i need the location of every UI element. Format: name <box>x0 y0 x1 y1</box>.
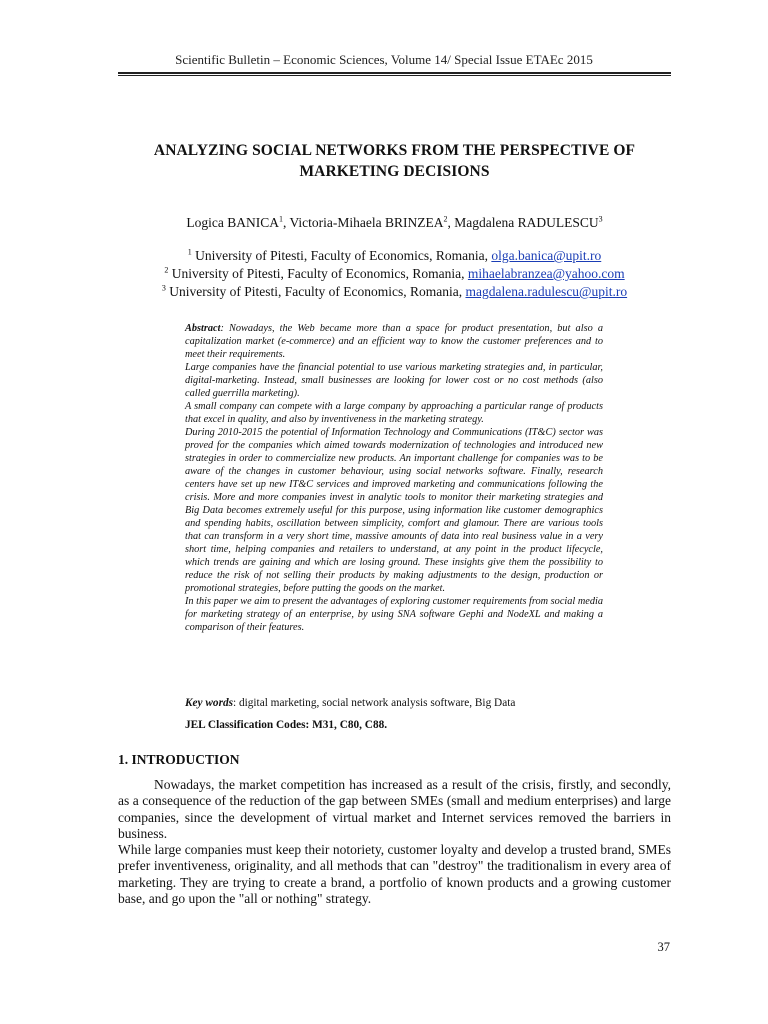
paper-title <box>118 140 671 182</box>
affiliation-mark: 3 <box>161 283 166 293</box>
running-head: Scientific Bulletin – Economic Sciences, Volume 14/ Special Issue ETAEc 2015 <box>175 52 593 67</box>
author-email-link[interactable]: magdalena.radulescu@upit.ro <box>465 284 628 299</box>
author-name: Magdalena RADULESCU <box>454 215 599 230</box>
affiliation <box>118 247 671 265</box>
paper-title-line-2: MARKETING DECISIONS <box>299 163 490 180</box>
page-number: 37 <box>657 940 670 954</box>
author-name: Logica BANICA <box>186 215 279 230</box>
author-affil-mark: 1 <box>278 214 283 224</box>
abstract-paragraph: In this paper we aim to present the advantages of exploring customer requirements from social media for marketing strategy of an enterprise, by using SNA software Gephi and NodeXL and making a comparison of their features. <box>185 596 604 633</box>
affiliation-text: University of Pitesti, Faculty of Economics, Romania, <box>169 284 466 299</box>
affiliation <box>118 265 671 283</box>
keywords <box>185 697 603 709</box>
affiliation-mark: 1 <box>187 247 192 257</box>
affiliation-text: University of Pitesti, Faculty of Economics, Romania, <box>171 266 468 281</box>
abstract-label: Abstract <box>185 323 221 334</box>
section-heading: 1. INTRODUCTION <box>118 752 240 767</box>
author-email-link[interactable]: olga.banica@upit.ro <box>491 248 602 263</box>
author-list: Logica BANICA$^1$, Victoria-Mihaela BRINZEA$^2$, Magdalena RADULESCU$^3$ <box>186 214 603 230</box>
affiliation-text: University of Pitesti, Faculty of Economics, Romania, <box>195 248 492 263</box>
abstract-paragraph: A small company can compete with a large company by approaching a particular range of products that excel in quality, and also by inventiveness in the marketing strategy. <box>185 401 603 425</box>
affiliation-mark: 2 <box>164 265 169 275</box>
paper-title-line-1: ANALYZING SOCIAL NETWORKS FROM THE PERSPECTIVE OF <box>153 142 636 159</box>
author-affil-mark: 2 <box>443 214 448 224</box>
author-email-link[interactable]: mihaelabranzea@yahoo.com <box>467 266 625 281</box>
header-rule <box>118 72 671 76</box>
keywords-label: Key words <box>185 697 234 709</box>
affiliation-list <box>118 247 671 301</box>
abstract-paragraph <box>185 322 603 361</box>
abstract <box>185 322 603 634</box>
abstract-paragraph: Large companies have the financial potential to use various marketing strategies and, in particular, digital-marketing. Instead, small businesses are looking for lower cost or no cost methods (also called guerrilla marketing). <box>185 362 603 399</box>
keywords-text: : digital marketing, social network analysis software, Big Data <box>233 697 516 709</box>
author-affil-mark: 3 <box>598 214 603 224</box>
section-body <box>118 777 671 907</box>
jel-codes: JEL Classification Codes: M31, C80, C88. <box>185 719 388 731</box>
abstract-text: : Nowadays, the Web became more than a space for product presentation, but also a capitalization market (e-commerce) and an efficient way to know the customer preferences and to meet their requirements. <box>185 323 603 360</box>
author-name: Victoria-Mihaela BRINZEA <box>289 215 444 230</box>
body-paragraph: Nowadays, the market competition has increased as a result of the crisis, firstly, and secondly, as a consequence of the reduction of the gap between SMEs (small and medium enterprises) and large companies, since the development of virtual market and Internet services removed the barriers in business. <box>118 777 671 841</box>
affiliation <box>118 283 671 301</box>
abstract-paragraph: During 2010-2015 the potential of Information Technology and Communications (IT&C) sector was proved for the companies which aimed towards modernization of technologies and introduced new strategies in order to commercialize new products. An important challenge for companies was to be aware of the changes in customer behaviour, using social networks software. Finally, research centers have set up new IT&C services and improved marketing and communications following the crisis. More and more companies invest in analytic tools to monitor their marketing strategies and Big Data becomes extremely useful for this purpose, using information like customer demographics and spending habits, oscillation between simplicity, comfort and glamour. There are various tools that can transform in a very short time, massive amounts of data into real business value in a very short time, helping companies and retailers to understand, at any point in the product lifecycle, which trends are gaining and which are losing ground. These insights give them the possibility to reduce the risk of not selling their products by making adjustments to the design, production or promotional strategies, before putting the goods on the market. <box>185 427 603 594</box>
body-paragraph: While large companies must keep their notoriety, customer loyalty and develop a trusted brand, SMEs prefer inventiveness, originality, and all methods that can "destroy" the traditionalism in every area of marketing. They are trying to create a brand, a portfolio of known products and a growing customer base, and go upon the "all or nothing" strategy. <box>118 842 671 907</box>
